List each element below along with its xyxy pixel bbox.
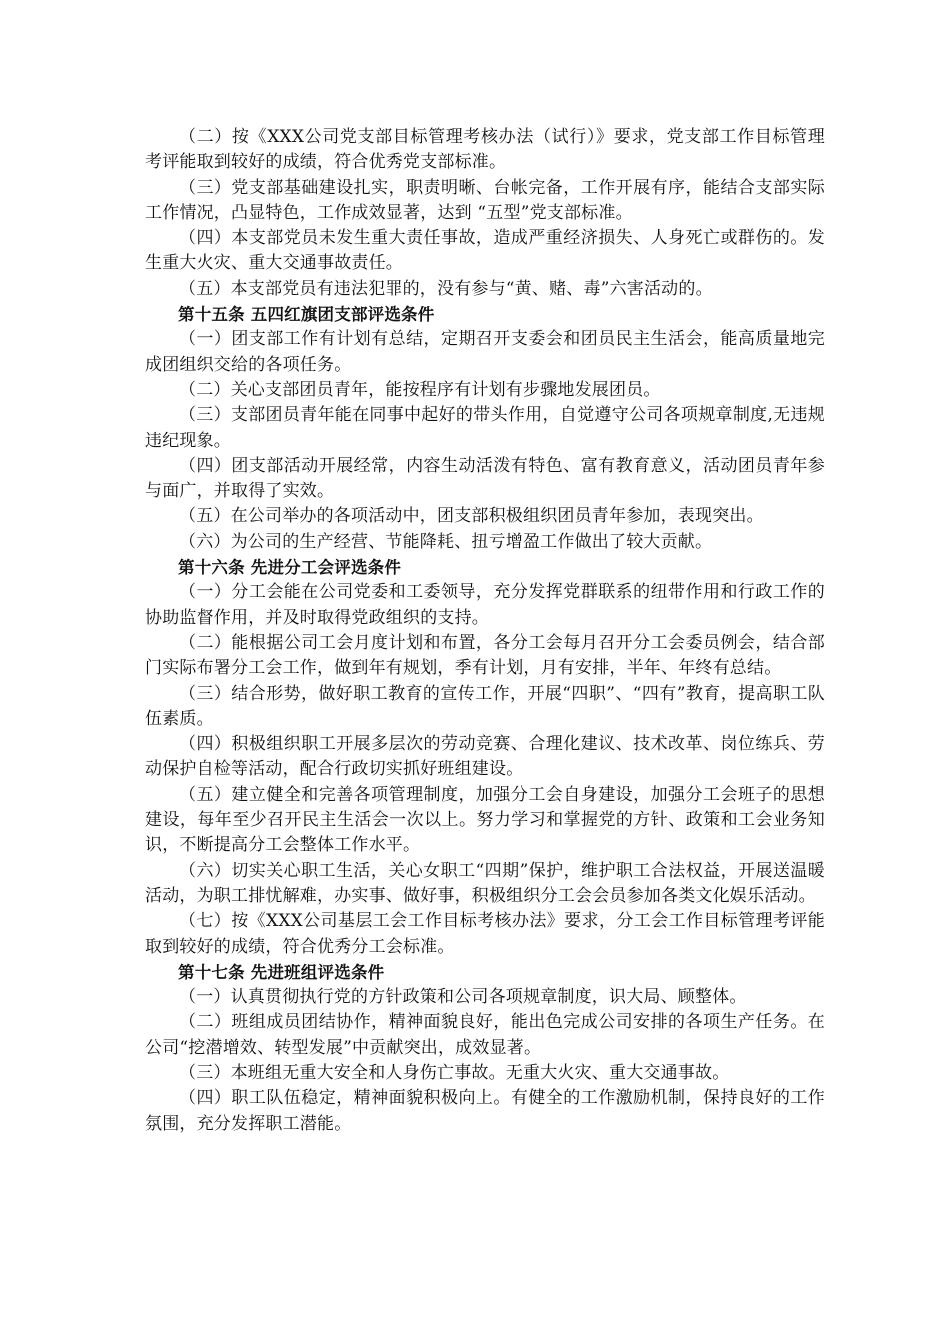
article-16-item-5: （五）建立健全和完善各项管理制度，加强分工会自身建设，加强分工会班子的思想建设，每年至少召开民主生活会一次以上。努力学习和掌握党的方针、政策和工会业务知识，不断提高分工会整体工作水平。 [145,784,825,856]
article-17-item-3: （三）本班组无重大安全和人身伤亡事故。无重大火灾、重大交通事故。 [179,1062,730,1083]
article-15-heading: 第十五条 五四红旗团支部评选条件 [178,305,435,325]
clause-14-item-3: （三）党支部基础建设扎实，职责明晰、台帐完备，工作开展有序，能结合支部实际工作情况，凸显特色，工作成效显著，达到 “五型”党支部标准。 [145,177,825,223]
article-16-item-2: （二）能根据公司工会月度计划和布置，各分工会每月召开分工会委员例会，结合部门实际布署分工会工作，做到年有规划，季有计划，月有安排，半年、年终有总结。 [145,632,825,679]
article-15-item-3: （三）支部团员青年能在同事中起好的带头作用，自觉遵守公司各项规章制度,无违规违纪现象。 [145,405,825,451]
clause-14-item-5: （五）本支部党员有违法犯罪的，没有参与“黄、赌、毒”六害活动的。 [179,278,713,299]
article-15-item-1: （一）团支部工作有计划有总结，定期召开支委会和团员民主生活会，能高质量地完成团组织交给的各项任务。 [145,329,825,375]
article-17-heading: 第十七条 先进班组评选条件 [178,962,385,982]
article-15-item-6: （六）为公司的生产经营、节能降耗、扭亏增盈工作做出了较大贡献。 [179,531,713,552]
article-17-item-2: （二）班组成员团结协作，精神面貌良好，能出色完成公司安排的各项生产任务。在公司“挖潜增效、转型发展”中贡献突出，成效显著。 [145,1012,825,1058]
article-16-item-7: （七）按《XXX公司基层工会工作目标考核办法》要求，分工会工作目标管理考评能取到较好的成绩，符合优秀分工会标准。 [145,911,825,957]
article-17-item-4: （四）职工队伍稳定，精神面貌积极向上。有健全的工作激励机制，保持良好的工作氛围，充分发挥职工潜能。 [145,1088,825,1134]
article-15-item-5: （五）在公司举办的各项活动中，团支部积极组织团员青年参加，表现突出。 [179,506,764,527]
article-16-item-1: （一）分工会能在公司党委和工委领导，充分发挥党群联系的纽带作用和行政工作的协助监督作用，并及时取得党政组织的支持。 [145,582,825,628]
article-16-item-3: （三）结合形势，做好职工教育的宣传工作，开展“四职”、“四有”教育，提高职工队伍素质。 [145,683,825,729]
article-17-item-1: （一）认真贯彻执行党的方针政策和公司各项规章制度，识大局、顾整体。 [179,987,747,1008]
document-body [145,125,825,1137]
article-15-item-4: （四）团支部活动开展经常，内容生动活泼有特色、富有教育意义，活动团员青年参与面广，并取得了实效。 [145,455,825,502]
clause-14-item-2: （二）按《XXX公司党支部目标管理考核办法（试行）》要求，党支部工作目标管理考评能取到较好的成绩，符合优秀党支部标准。 [145,127,825,173]
clause-14-item-4: （四）本支部党员未发生重大责任事故，造成严重经济损失、人身死亡或群伤的。发生重大火灾、重大交通事故责任。 [145,228,825,274]
article-16-item-4: （四）积极组织职工开展多层次的劳动竞赛、合理化建议、技术改革、岗位练兵、劳动保护自检等活动，配合行政切实抓好班组建设。 [145,734,825,780]
article-16-item-6: （六）切实关心职工生活，关心女职工“四期”保护，维护职工合法权益，开展送温暖活动，为职工排忧解难，办实事、做好事，积极组织分工会会员参加各类文化娱乐活动。 [145,860,825,906]
article-16-heading: 第十六条 先进分工会评选条件 [178,558,402,578]
article-15-item-2: （二）关心支部团员青年，能按程序有计划有步骤地发展团员。 [179,379,661,400]
